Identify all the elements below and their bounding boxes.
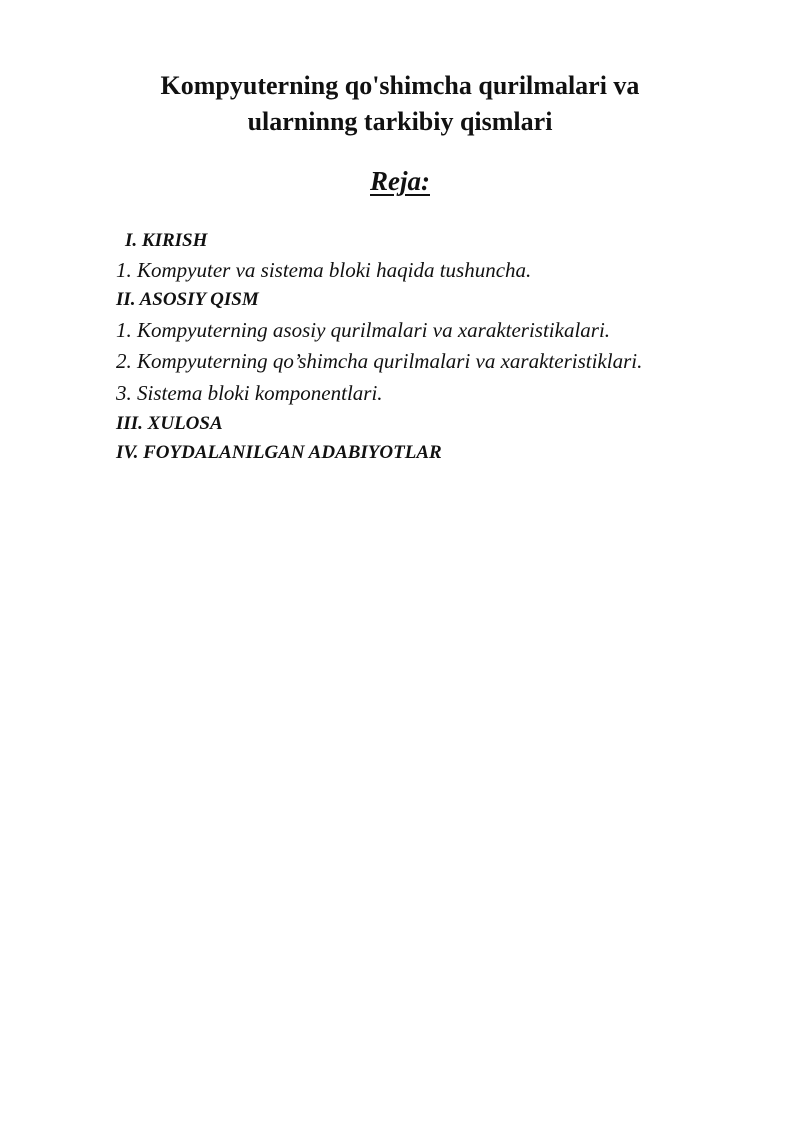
outline-item: 1. Kompyuterning asosiy qurilmalari va xarakteristikalari. bbox=[116, 318, 611, 342]
plan-heading: Reja: bbox=[370, 166, 430, 196]
outline-section-references: IV. FOYDALANILGAN ADABIYOTLAR bbox=[116, 442, 442, 463]
document-title-line-1: Kompyuterning qo'shimcha qurilmalari va bbox=[160, 71, 640, 100]
outline-item: 2. Kompyuterning qo’shimcha qurilmalari va xarakteristiklari. bbox=[116, 349, 643, 373]
document-title-line-2: ularninng tarkibiy qismlari bbox=[247, 107, 553, 136]
outline-item: 1. Kompyuter va sistema bloki haqida tushuncha. bbox=[116, 258, 532, 282]
outline-section-introduction: I. KIRISH bbox=[125, 230, 208, 251]
outline-item: 3. Sistema bloki komponentlari. bbox=[116, 381, 383, 405]
outline-section-main-part: II. ASOSIY QISM bbox=[116, 289, 259, 310]
outline-section-conclusion: III. XULOSA bbox=[116, 413, 223, 434]
